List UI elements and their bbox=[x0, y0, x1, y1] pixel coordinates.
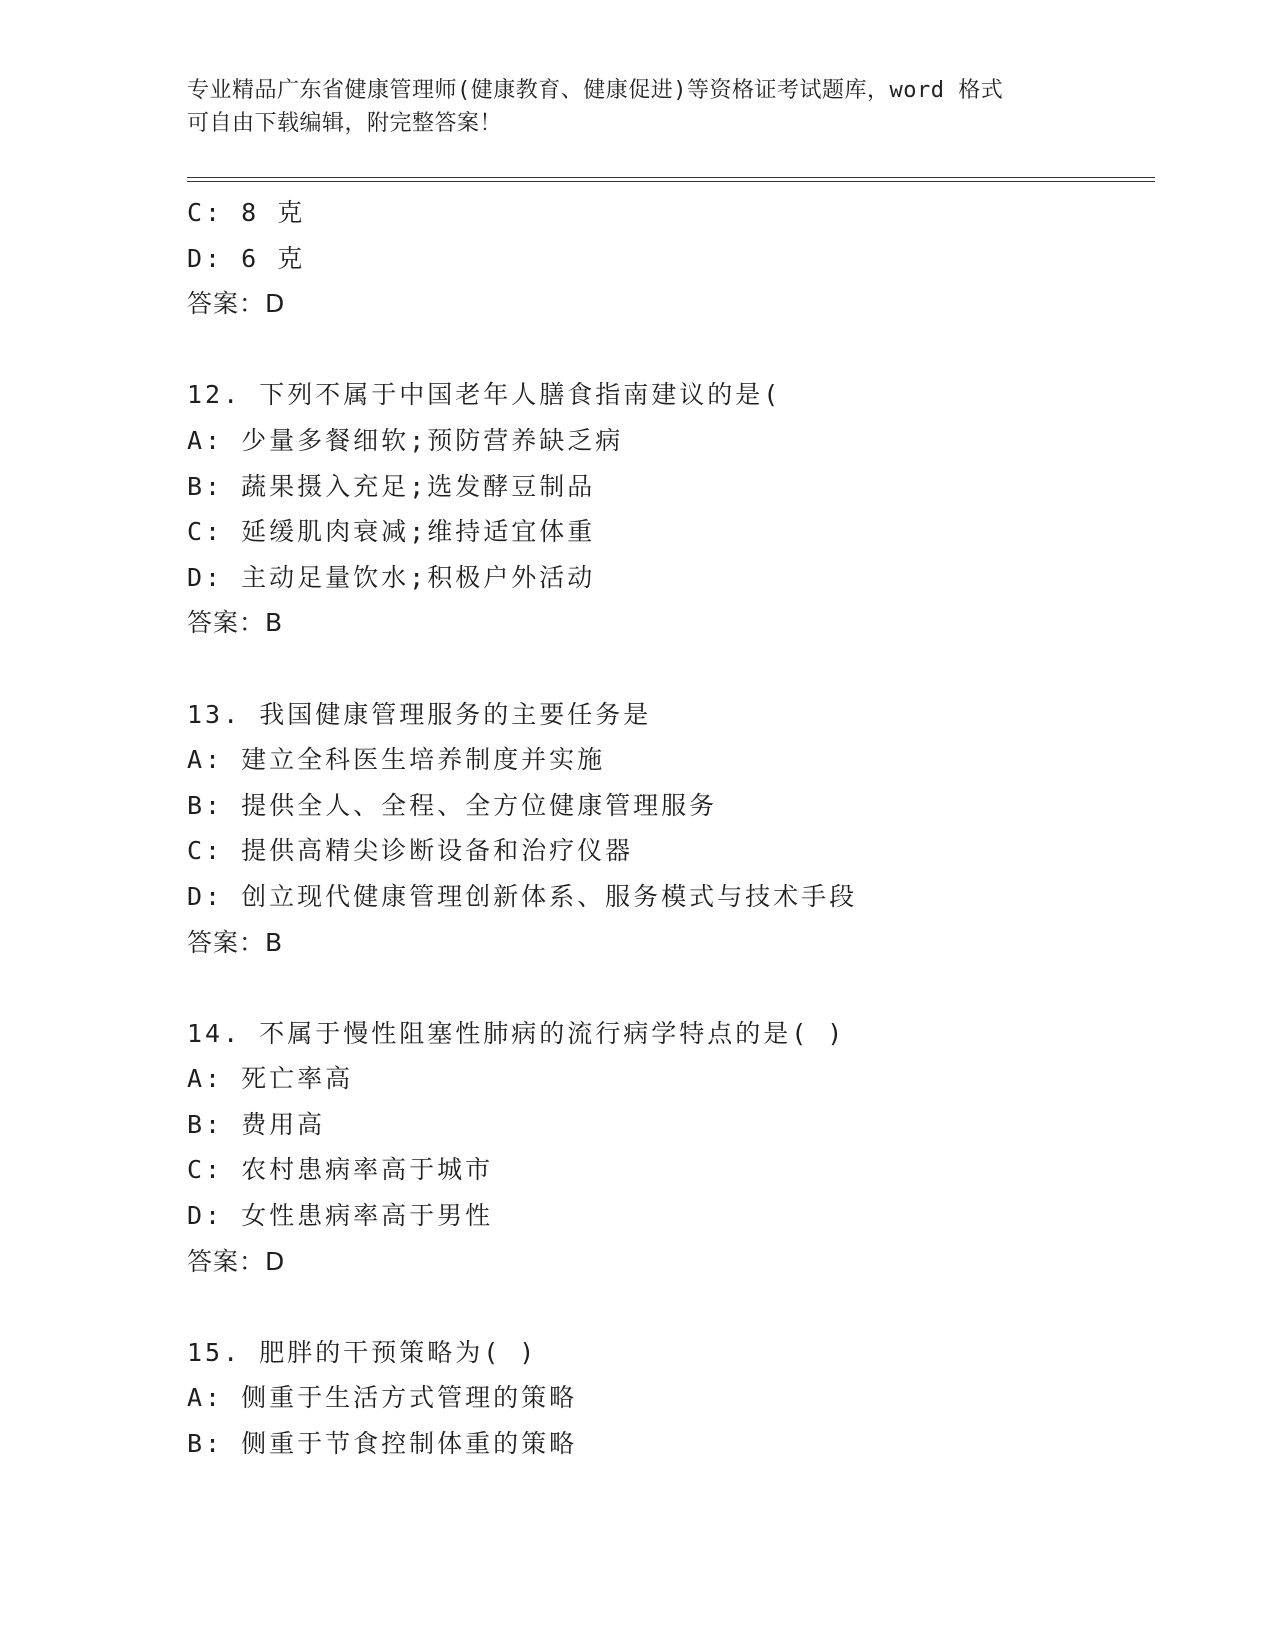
option-line: A: 建立全科医生培养制度并实施 bbox=[187, 745, 606, 775]
spacer bbox=[187, 1284, 1155, 1330]
question-line: 12. 下列不属于中国老年人膳食指南建议的是( bbox=[187, 380, 782, 410]
answer-line: 答案：B bbox=[187, 608, 284, 638]
option-line: B: 提供全人、全程、全方位健康管理服务 bbox=[187, 790, 718, 820]
option-line: C: 农村患病率高于城市 bbox=[187, 1155, 494, 1185]
answer-line: 答案：B bbox=[187, 927, 284, 957]
option-line: D: 创立现代健康管理创新体系、服务模式与技术手段 bbox=[187, 881, 858, 911]
question-line: 15. 肥胖的干预策略为( ) bbox=[187, 1337, 538, 1367]
question-line: 14. 不属于慢性阻塞性肺病的流行病学特点的是( ) bbox=[187, 1018, 846, 1048]
spacer bbox=[187, 965, 1155, 1011]
spacer bbox=[187, 327, 1155, 373]
option-line: A: 侧重于生活方式管理的策略 bbox=[187, 1383, 578, 1413]
header-divider-top bbox=[187, 177, 1155, 178]
option-line: B: 蔬果摄入充足;选发酵豆制品 bbox=[187, 471, 596, 501]
option-line: C: 提供高精尖诊断设备和治疗仪器 bbox=[187, 836, 634, 866]
option-line: C: 延缓肌肉衰减;维持适宜体重 bbox=[187, 517, 596, 547]
option-line: A: 少量多餐细软;预防营养缺乏病 bbox=[187, 425, 624, 455]
option-line: B: 侧重于节食控制体重的策略 bbox=[187, 1429, 578, 1459]
option-line: B: 费用高 bbox=[187, 1109, 326, 1139]
header-divider-bottom bbox=[187, 181, 1155, 182]
header-line-1: 专业精品广东省健康管理师(健康教育、健康促进)等资格证考试题库，word 格式 bbox=[187, 78, 1004, 103]
question-line: 13. 我国健康管理服务的主要任务是 bbox=[187, 699, 652, 729]
option-line: D: 女性患病率高于男性 bbox=[187, 1201, 494, 1231]
answer-line: 答案：D bbox=[187, 289, 286, 319]
question-list bbox=[187, 190, 1155, 1467]
option-line: D: 主动足量饮水;积极户外活动 bbox=[187, 562, 596, 592]
page-header bbox=[187, 74, 1087, 140]
spacer bbox=[187, 646, 1155, 692]
option-line: A: 死亡率高 bbox=[187, 1064, 354, 1094]
option-line: C: 8 克 bbox=[187, 198, 306, 227]
answer-line: 答案：D bbox=[187, 1246, 286, 1276]
header-line-2: 可自由下载编辑，附完整答案！ bbox=[187, 111, 503, 136]
option-line: D: 6 克 bbox=[187, 243, 306, 273]
